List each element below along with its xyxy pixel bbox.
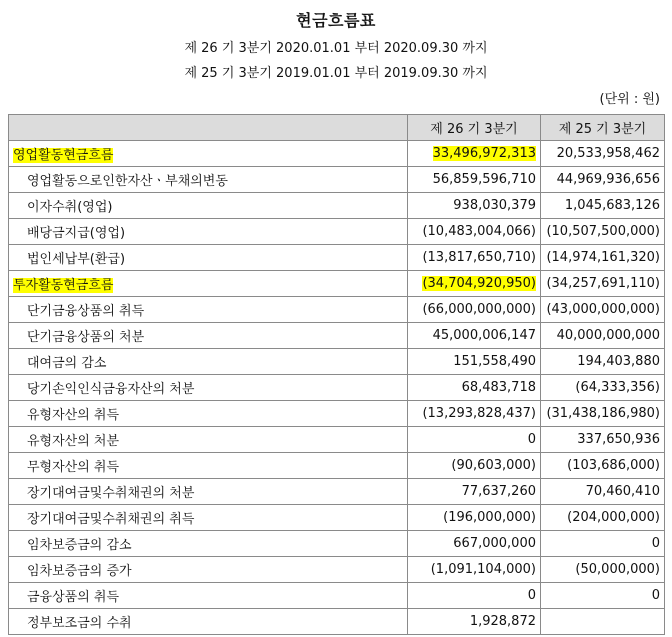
row-previous-value: 20,533,958,462 (541, 141, 665, 167)
current-value-text: (10,483,004,066) (422, 224, 536, 239)
row-previous-value: (10,507,500,000) (541, 219, 665, 245)
row-previous-value: (31,438,186,980) (541, 401, 665, 427)
current-value-text: 0 (527, 432, 536, 447)
row-label (9, 219, 408, 245)
row-label-text: 유형자산의 취득 (27, 408, 120, 423)
current-value-text: 45,000,006,147 (432, 328, 536, 343)
row-current-value (408, 401, 541, 427)
cash-flow-table (8, 114, 665, 635)
current-value-text: 56,859,596,710 (432, 172, 536, 187)
table-row (9, 141, 665, 167)
row-previous-value: (43,000,000,000) (541, 297, 665, 323)
row-label (9, 479, 408, 505)
row-label-text: 무형자산의 취득 (27, 460, 120, 475)
table-row (9, 531, 665, 557)
row-label-text: 단기금융상품의 취득 (27, 304, 145, 319)
current-value-text: 151,558,490 (453, 354, 536, 369)
table-row (9, 271, 665, 297)
row-current-value (408, 323, 541, 349)
row-label-text: 영업활동현금흐름 (13, 148, 114, 163)
current-value-text: 68,483,718 (461, 380, 536, 395)
row-previous-value: 0 (541, 583, 665, 609)
table-row (9, 479, 665, 505)
table-row (9, 583, 665, 609)
row-current-value (408, 375, 541, 401)
table-row (9, 297, 665, 323)
table-header-row (9, 115, 665, 141)
row-label-text: 정부보조금의 수취 (27, 616, 132, 631)
period-previous: 제 25 기 3분기 2019.01.01 부터 2019.09.30 까지 (184, 66, 488, 81)
row-label (9, 557, 408, 583)
row-current-value (408, 271, 541, 297)
table-row (9, 505, 665, 531)
row-label-text: 대여금의 감소 (27, 356, 107, 371)
row-label-text: 영업활동으로인한자산ㆍ부채의변동 (27, 174, 228, 189)
row-previous-value: 40,000,000,000 (541, 323, 665, 349)
current-value-text: (13,293,828,437) (422, 406, 536, 421)
row-current-value (408, 453, 541, 479)
current-value-text: (196,000,000) (443, 510, 536, 525)
row-current-value (408, 583, 541, 609)
row-label (9, 297, 408, 323)
row-label (9, 505, 408, 531)
current-value-text: 938,030,379 (453, 198, 536, 213)
row-label-text: 장기대여금및수취채권의 취득 (27, 512, 195, 527)
row-label (9, 245, 408, 271)
table-row (9, 427, 665, 453)
row-label (9, 531, 408, 557)
current-value-text: (13,817,650,710) (422, 250, 536, 265)
row-label-text: 단기금융상품의 처분 (27, 330, 145, 345)
current-value-text: (34,704,920,950) (422, 276, 536, 291)
current-value-text: 33,496,972,313 (432, 146, 536, 161)
row-previous-value: (204,000,000) (541, 505, 665, 531)
row-current-value (408, 349, 541, 375)
current-value-text: (66,000,000,000) (422, 302, 536, 317)
row-current-value (408, 193, 541, 219)
row-current-value (408, 297, 541, 323)
header-current-period: 제 26 기 3분기 (408, 115, 541, 141)
table-row (9, 349, 665, 375)
row-current-value (408, 531, 541, 557)
table-row (9, 557, 665, 583)
table-row (9, 453, 665, 479)
current-value-text: 0 (527, 588, 536, 603)
statement-title: 현금흐름표 (296, 11, 376, 30)
row-previous-value: 70,460,410 (541, 479, 665, 505)
table-row (9, 375, 665, 401)
current-value-text: (1,091,104,000) (430, 562, 536, 577)
row-previous-value: 337,650,936 (541, 427, 665, 453)
row-previous-value: (50,000,000) (541, 557, 665, 583)
row-label-text: 당기손익인식금융자산의 처분 (27, 382, 195, 397)
current-value-text: 77,637,260 (461, 484, 536, 499)
row-current-value (408, 245, 541, 271)
header-previous-period: 제 25 기 3분기 (541, 115, 665, 141)
row-current-value (408, 167, 541, 193)
period-current: 제 26 기 3분기 2020.01.01 부터 2020.09.30 까지 (184, 41, 488, 56)
unit-label: (단위 : 원) (599, 92, 660, 107)
row-label (9, 375, 408, 401)
row-label-text: 유형자산의 처분 (27, 434, 120, 449)
table-row (9, 323, 665, 349)
row-label (9, 323, 408, 349)
table-body (9, 141, 665, 635)
row-current-value (408, 557, 541, 583)
table-row (9, 401, 665, 427)
row-label-text: 이자수취(영업) (27, 200, 113, 215)
row-label-text: 임차보증금의 증가 (27, 564, 132, 579)
header-item (9, 115, 408, 141)
row-label (9, 141, 408, 167)
current-value-text: 667,000,000 (453, 536, 536, 551)
row-current-value (408, 479, 541, 505)
row-current-value (408, 219, 541, 245)
row-current-value (408, 141, 541, 167)
row-label (9, 193, 408, 219)
row-label-text: 임차보증금의 감소 (27, 538, 132, 553)
table-row (9, 219, 665, 245)
row-label-text: 금융상품의 취득 (27, 590, 120, 605)
row-current-value (408, 505, 541, 531)
row-label (9, 401, 408, 427)
row-previous-value: 44,969,936,656 (541, 167, 665, 193)
row-label (9, 271, 408, 297)
row-previous-value: (34,257,691,110) (541, 271, 665, 297)
row-label-text: 법인세납부(환급) (27, 252, 126, 267)
row-label (9, 609, 408, 635)
row-previous-value: (14,974,161,320) (541, 245, 665, 271)
row-previous-value (541, 609, 665, 635)
table-row (9, 193, 665, 219)
current-value-text: 1,928,872 (469, 614, 536, 629)
row-label (9, 349, 408, 375)
table-row (9, 167, 665, 193)
row-label (9, 453, 408, 479)
row-label-text: 배당금지급(영업) (27, 226, 126, 241)
row-label (9, 167, 408, 193)
row-previous-value: 194,403,880 (541, 349, 665, 375)
row-previous-value: (103,686,000) (541, 453, 665, 479)
row-previous-value: 0 (541, 531, 665, 557)
row-label (9, 427, 408, 453)
row-label (9, 583, 408, 609)
table-row (9, 245, 665, 271)
row-previous-value: 1,045,683,126 (541, 193, 665, 219)
current-value-text: (90,603,000) (451, 458, 536, 473)
row-current-value (408, 609, 541, 635)
table-row (9, 609, 665, 635)
row-current-value (408, 427, 541, 453)
row-label-text: 장기대여금및수취채권의 처분 (27, 486, 195, 501)
row-label-text: 투자활동현금흐름 (13, 278, 114, 293)
row-previous-value: (64,333,356) (541, 375, 665, 401)
